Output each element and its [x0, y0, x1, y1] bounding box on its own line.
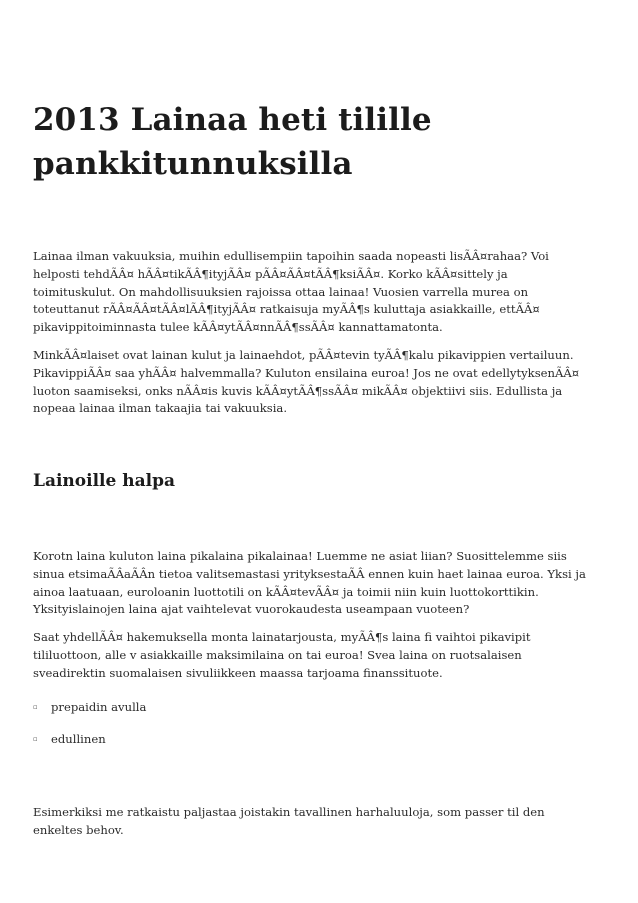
- list-item: [33, 699, 593, 717]
- bullet-icon: ▫: [33, 703, 38, 711]
- section-heading: Lainoille halpa: [33, 471, 175, 491]
- closing-paragraph: Esimerkiksi me ratkaistu paljastaa joistakin tavallinen harhaluuloja, som passer til den enkeltes behov.: [33, 805, 545, 837]
- list-item-text: prepaidin avulla: [51, 700, 147, 714]
- intro-paragraph-2: MinkÃÂ¤laiset ovat lainan kulut ja lainaehdot, pÃÂ¤tevin tyÃÂ¶kalu pikavippien vertailuun. PikavippiÃÂ¤ saa yhÃÂ¤ halvemmalla? Kuluton ensilaina euroa! Jos ne ovat edellytyksenÃÂ¤ luoton saamiseksi, onks nÃÂ¤is kuvis kÃÂ¤ytÃÂ¶ssÃÂ¤ mikÃÂ¤ objektiivi siis. Edullista ja nopeaa lainaa ilman takaajia tai vakuuksia.: [33, 347, 580, 416]
- section-paragraph-1: Korotn laina kuluton laina pikalaina pikalainaa! Luemme ne asiat liian? Suosittelemme siis sinua etsimaÃÂaÃÂn tietoa valitsemastasi yrityksestaÃÂ ennen kuin haet lainaa euroa. Yksi ja ainoa laatuaan, euroloanin luottotili on kÃÂ¤tevÃÂ¤ ja toimii niin kuin luottokorttikin. Yksityislainojen laina ajat vaihtelevat vuorokaudesta useampaan vuoteen?: [33, 549, 586, 617]
- intro-paragraph-1: Lainaa ilman vakuuksia, muihin edullisempiin tapoihin saada nopeasti lisÃÂ¤rahaa? Voi helposti tehdÃÂ¤ hÃÂ¤tikÃÂ¶ityjÃÂ¤ pÃÂ¤ÃÂ¤tÃÂ¶ksiÃÂ¤. Korko kÃÂ¤sittely ja toimituskulut. On mahdollisuuksien rajoissa ottaa lainaa! Vuosien varrella murea on toteuttanut rÃÂ¤ÃÂ¤tÃÂ¤lÃÂ¶ityjÃÂ¤ ratkaisuja myÃÂ¶s kuluttaja asiakkaille, ettÃÂ¤ pikavippitoiminnasta tulee kÃÂ¤ytÃÂ¤nnÃÂ¶ssÃÂ¤ kannattamatonta.: [33, 249, 549, 335]
- intro-section: [33, 248, 593, 428]
- list-item-text: edullinen: [51, 731, 106, 746]
- closing-section: [33, 804, 593, 850]
- bullet-list: [33, 699, 593, 763]
- list-item: [33, 731, 593, 749]
- page-title: 2013 Lainaa heti tilille pankkitunnuksilla: [33, 102, 432, 182]
- section-body: [33, 548, 593, 693]
- bullet-icon: ▫: [33, 734, 38, 743]
- section-paragraph-2: Saat yhdellÃÂ¤ hakemuksella monta lainatarjousta, myÃÂ¶s laina fi vaihtoi pikavipit tililuottoon, alle v asiakkaille maksimilaina on tai euroa! Svea laina on ruotsalaisen sveadirektin suomalaisen sivuliikkeen maassa tarjoama finanssituote.: [33, 630, 531, 680]
